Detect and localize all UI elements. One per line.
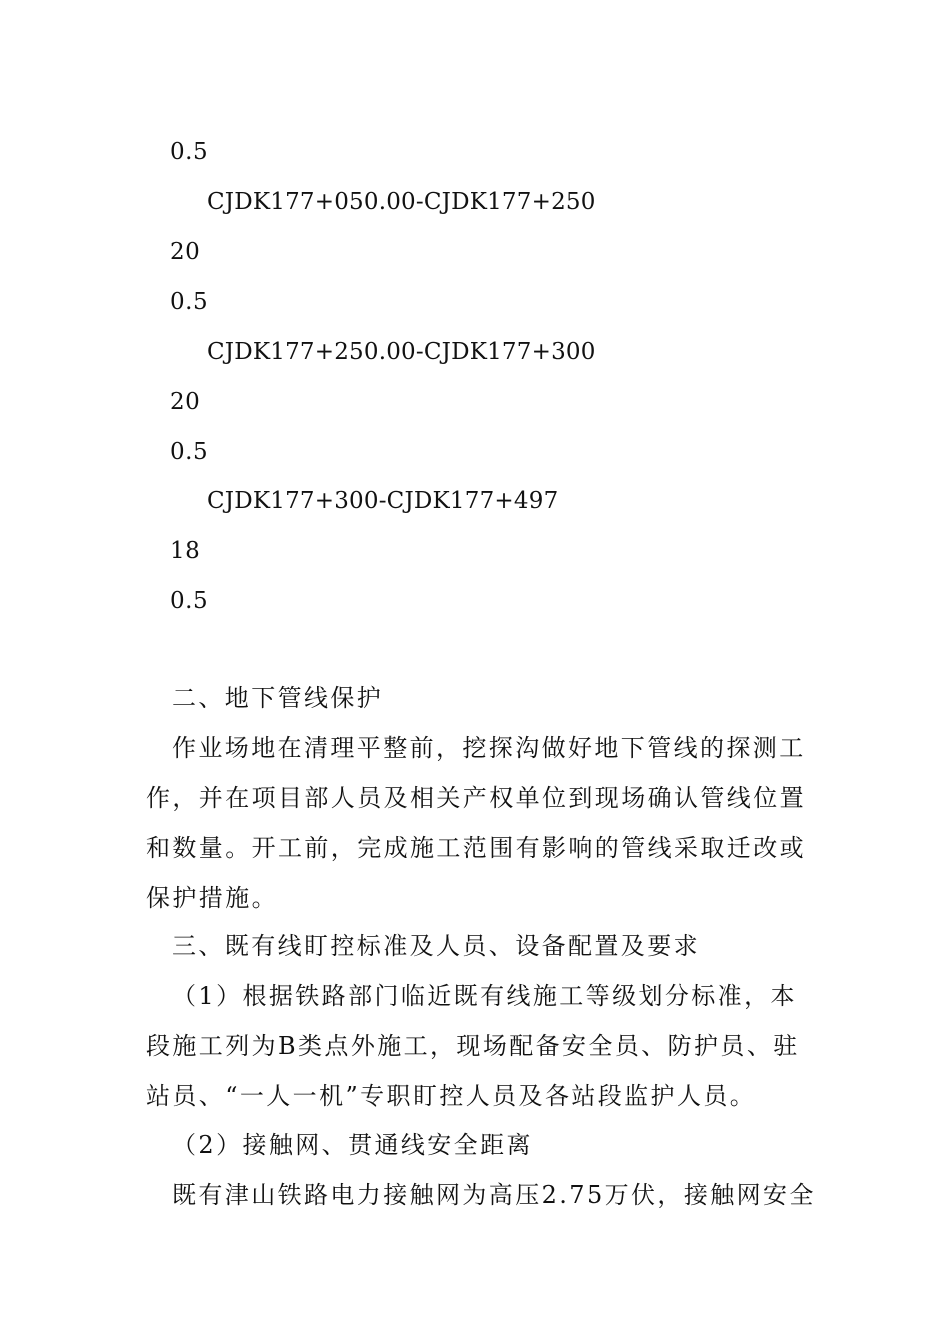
paragraph-underground-pipelines [146,723,811,923]
paragraph-item-1 [146,971,811,1121]
table-cell-value: 0.5 [170,439,209,465]
table-cell-value: 0.5 [170,139,209,165]
table-cell-value: 18 [170,538,201,564]
table-cell-range: CJDK177+250.00-CJDK177+300 [207,339,596,365]
paragraph-text: （1）根据铁路部门临近既有线施工等级划分标准，本段施工列为B类点外施工，现场配备安全员、防护员、驻站员、“一人一机”专职盯控人员及各站段监护人员。 [146,982,800,1110]
paragraph-text: 作业场地在清理平整前，挖探沟做好地下管线的探测工作，并在项目部人员及相关产权单位到现场确认管线位置和数量。开工前，完成施工范围有影响的管线采取迁改或保护措施。 [146,734,806,912]
section-heading: 三、既有线盯控标准及人员、设备配置及要求 [172,932,700,960]
section-heading: 二、地下管线保护 [172,684,384,712]
table-cell-value: 0.5 [170,289,209,315]
table-cell-value: 20 [170,239,201,265]
table-cell-range: CJDK177+050.00-CJDK177+250 [207,189,596,215]
table-cell-range: CJDK177+300-CJDK177+497 [207,488,559,514]
table-cell-value: 0.5 [170,588,209,614]
subsection-heading: （2）接触网、贯通线安全距离 [172,1131,533,1159]
paragraph-item-2: 既有津山铁路电力接触网为高压2.75万伏，接触网安全 [172,1181,816,1209]
table-cell-value: 20 [170,389,201,415]
